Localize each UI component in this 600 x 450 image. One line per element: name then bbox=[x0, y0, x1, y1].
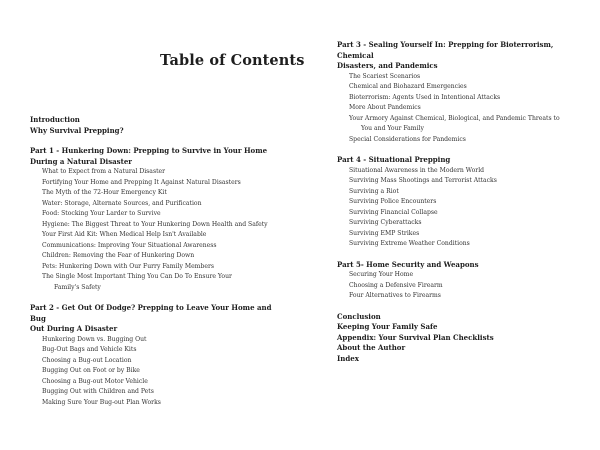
part2-heading-line1: Part 2 - Get Out Of Dodge? Prepping to Leave Your Home and Bug bbox=[30, 303, 272, 323]
toc-item[interactable]: Bugging Out on Foot or by Bike bbox=[42, 367, 140, 374]
toc-item[interactable]: Special Considerations for Pandemics bbox=[349, 135, 466, 143]
toc-item-armory-cont[interactable]: You and Your Family bbox=[361, 125, 424, 132]
toc-item[interactable]: Children: Removing the Fear of Hunkering Down bbox=[42, 252, 195, 259]
toc-entry-index[interactable]: Index bbox=[337, 353, 359, 363]
toc-item[interactable]: Surviving Extreme Weather Conditions bbox=[349, 240, 470, 247]
toc-item-ensure-safety[interactable]: The Single Most Important Thing You Can Do To Ensure Your bbox=[42, 273, 232, 280]
toc-item[interactable]: Surviving Mass Shootings and Terrorist Attacks bbox=[349, 177, 497, 184]
toc-right-column bbox=[337, 40, 582, 364]
toc-item[interactable]: Securing Your Home bbox=[349, 271, 414, 278]
part3-heading[interactable] bbox=[337, 40, 582, 72]
part1-heading[interactable] bbox=[30, 146, 275, 167]
toc-item[interactable]: Surviving a Riot bbox=[349, 187, 399, 195]
part3-heading-line1: Part 3 - Sealing Yourself In: Prepping for Bioterrorism, Chemical bbox=[337, 40, 554, 60]
toc-item-ensure-safety-cont[interactable]: Family's Safety bbox=[54, 283, 101, 291]
toc-item[interactable]: Making Sure Your Bug-out Plan Works bbox=[42, 398, 161, 406]
toc-entry-why-survival-prepping[interactable]: Why Survival Prepping? bbox=[30, 125, 124, 135]
toc-item[interactable]: Water: Storage, Alternate Sources, and Purification bbox=[42, 199, 202, 207]
part2-heading[interactable] bbox=[30, 303, 275, 335]
toc-item[interactable]: Food: Stocking Your Larder to Survive bbox=[42, 210, 161, 217]
part4-heading[interactable]: Part 4 - Situational Prepping bbox=[337, 155, 451, 164]
toc-item[interactable]: The Scariest Scenarios bbox=[349, 72, 421, 80]
toc-item[interactable]: Situational Awareness in the Modern World bbox=[349, 166, 485, 174]
part1-heading-line1: Part 1 - Hunkering Down: Prepping to Survive in Your Home bbox=[30, 146, 268, 155]
toc-entry-conclusion[interactable]: Conclusion bbox=[337, 311, 381, 321]
toc-item[interactable]: What to Expect from a Natural Disaster bbox=[42, 168, 166, 175]
toc-item[interactable]: The Myth of the 72-Hour Emergency Kit bbox=[42, 189, 167, 196]
toc-item[interactable]: Surviving EMP Strikes bbox=[349, 229, 420, 237]
toc-item[interactable]: Pets: Hunkering Down with Our Furry Family Members bbox=[42, 262, 214, 270]
toc-item[interactable]: Your First Aid Kit: When Medical Help Isn't Available bbox=[42, 231, 207, 238]
toc-item[interactable]: Bugging Out with Children and Pets bbox=[42, 388, 154, 395]
toc-item[interactable]: Communications: Improving Your Situational Awareness bbox=[42, 241, 217, 249]
toc-item-armory[interactable]: Your Armory Against Chemical, Biological, and Pandemic Threats to bbox=[349, 114, 560, 122]
toc-item[interactable]: Bug-Out Bags and Vehicle Kits bbox=[42, 346, 137, 353]
part1-heading-line2: During a Natural Disaster bbox=[30, 156, 132, 166]
toc-item[interactable]: Fortifying Your Home and Prepping It Against Natural Disasters bbox=[42, 178, 241, 186]
toc-item[interactable]: Surviving Cyberattacks bbox=[349, 219, 422, 226]
toc-item[interactable]: Choosing a Bug-out Motor Vehicle bbox=[42, 377, 148, 385]
toc-item[interactable]: Surviving Police Encounters bbox=[349, 198, 437, 205]
toc-item[interactable]: Bioterrorism: Agents Used in Intentional Attacks bbox=[349, 93, 501, 101]
toc-item[interactable]: Hunkering Down vs. Bugging Out bbox=[42, 335, 147, 343]
part2-heading-line2: Out During A Disaster bbox=[30, 324, 118, 333]
toc-entry-introduction[interactable]: Introduction bbox=[30, 115, 80, 124]
toc-item[interactable]: Chemical and Biohazard Emergencies bbox=[349, 83, 467, 90]
toc-item[interactable]: More About Pandemics bbox=[349, 104, 421, 111]
toc-left-column bbox=[30, 115, 275, 408]
part3-heading-line2: Disasters, and Pandemics bbox=[337, 61, 438, 70]
toc-entry-appendix[interactable]: Appendix: Your Survival Plan Checklists bbox=[337, 332, 494, 342]
toc-entry-keeping-family-safe[interactable]: Keeping Your Family Safe bbox=[337, 322, 438, 331]
part5-heading[interactable]: Part 5- Home Security and Weapons bbox=[337, 259, 479, 269]
toc-item[interactable]: Surviving Financial Collapse bbox=[349, 208, 438, 216]
toc-entry-about-author[interactable]: About the Author bbox=[337, 343, 406, 352]
toc-item[interactable]: Four Alternatives to Firearms bbox=[349, 292, 441, 299]
toc-item[interactable]: Hygiene: The Biggest Threat to Your Hunkering Down Health and Safety bbox=[42, 220, 268, 228]
toc-item[interactable]: Choosing a Bug-out Location bbox=[42, 356, 132, 364]
toc-item[interactable]: Choosing a Defensive Firearm bbox=[349, 281, 443, 289]
page-title: Table of Contents bbox=[160, 52, 305, 69]
